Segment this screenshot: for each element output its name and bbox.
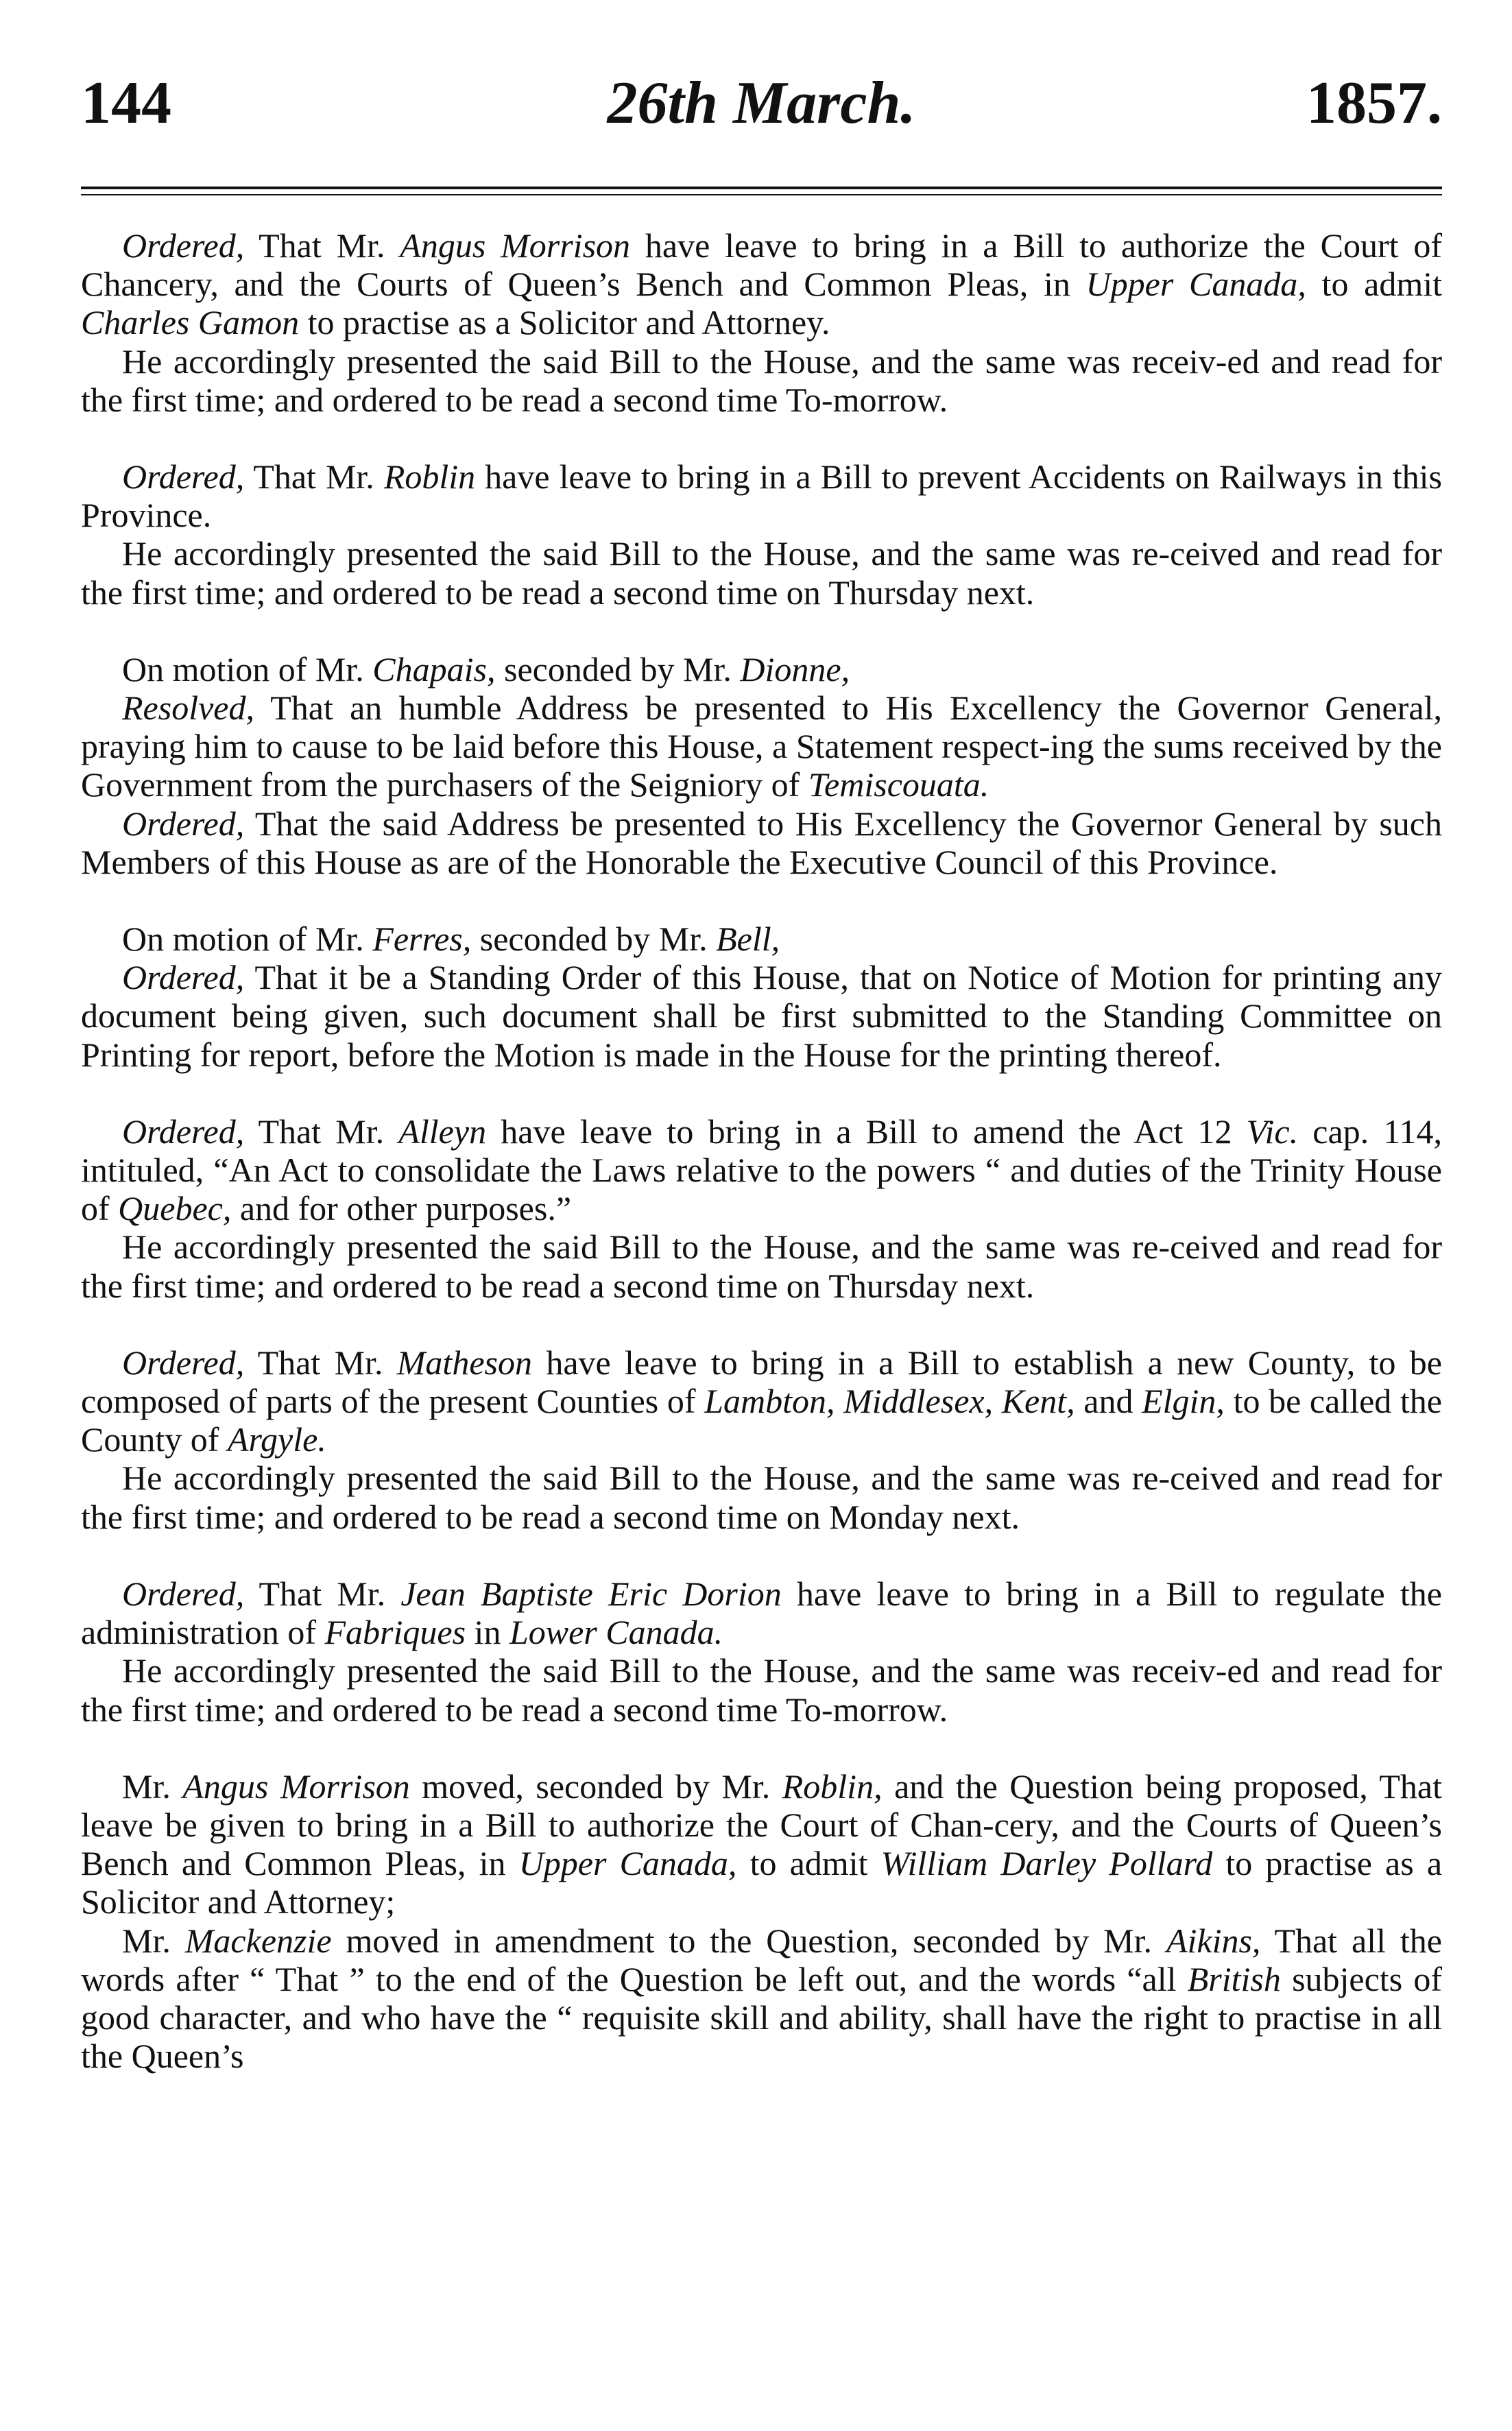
italic-text: Vic. [1246,1112,1299,1151]
journal-paragraph [81,920,1442,958]
text-run: have leave to bring in a Bill to authorize the Court of Chancery, and the Courts of Queen’s Bench and Common Pleas, in [81,226,1442,304]
journal-paragraph [81,1921,1442,2076]
italic-text: Dionne, [740,649,850,688]
text-run: That Mr. [244,457,384,496]
text-run: He accordingly presented the said Bill to the House, and the same was re-ceived and read for the first time; and ordered to be read a second time on Thursday next. [81,534,1442,612]
journal-paragraph [81,457,1442,534]
italic-text: Aikins, [1166,1921,1261,1960]
text-run: That Mr. [244,226,400,265]
text-run: have leave to bring in a Bill to regulate the administration of [81,1574,1442,1652]
text-run: and the Question being proposed, That leave be given to bring in a Bill to authorize the Court of Chan-cery, and the Courts of Queen’s Bench and Common Pleas, in [81,1767,1442,1883]
italic-text: Argyle. [227,1420,326,1459]
header-rule-thin [81,194,1442,195]
text-run: That Mr. [244,1343,397,1382]
italic-text: Jean Baptiste Eric Dorion [400,1574,782,1613]
header-rule-thick [81,187,1442,189]
italic-text: Elgin, [1142,1382,1225,1421]
journal-paragraph [81,650,1442,688]
italic-text: Charles Gamon [81,303,300,342]
text-run: That an humble Address be presented to His Excellency the Governor General, praying him to cause to be laid before this House, a Statement respect-ing the sums received by the Government from the purchasers of the Seigniory of [81,688,1442,804]
text-run: That it be a Standing Order of this House, that on Notice of Motion for printing any document being given, such document shall be first submitted to the Standing Committee on Printing for report, before the Motion is made in the House for the printing thereof. [81,958,1442,1074]
page-number: 144 [81,70,171,136]
text-run: He accordingly presented the said Bill to the House, and the same was re-ceived and read for the first time; and ordered to be read a second time on Thursday next. [81,1228,1442,1305]
journal-paragraph [81,1574,1442,1651]
text-run: That Mr. [244,1112,399,1151]
text-run: to be called the County of [81,1382,1442,1459]
text-run: That the said Address be presented to His Excellency the Governor General by such Members of this House as are of the Honorable the Executive Council of this Province. [81,804,1442,881]
italic-text: Lower Canada. [509,1613,723,1652]
journal-paragraph [81,534,1442,611]
text-run: and for other purposes.” [231,1189,572,1228]
journal-paragraph [81,342,1442,419]
page-year: 1857. [1306,70,1442,136]
text-run: have leave to bring in a Bill to establish a new County, to be composed of parts of the present Counties of [81,1343,1442,1421]
italic-text: Upper Canada, [518,1844,737,1883]
italic-text: Roblin, [782,1767,883,1806]
italic-text: Lambton, Middlesex, Kent, [704,1382,1075,1421]
italic-text: Mackenzie [184,1921,332,1960]
journal-paragraph [81,804,1442,881]
text-run: That Mr. [244,1574,401,1613]
italic-text: British [1187,1959,1281,1998]
italic-text: Upper Canada, [1085,265,1306,304]
italic-text: Quebec, [118,1189,232,1228]
text-run: moved in amendment to the Question, seconded by Mr. [331,1921,1166,1960]
text-run: seconded by Mr. [495,649,741,688]
text-run: He accordingly presented the said Bill to the House, and the same was receiv-ed and read for the first time; and ordered to be read a second time To-morrow. [81,342,1442,419]
italic-text: Angus Morrison [182,1767,410,1806]
text-run: That all the words after “ That ” to the end of the Question be left out, and the words “all [81,1921,1442,1998]
italic-text: Resolved, [122,688,254,728]
journal-paragraph [81,1228,1442,1304]
italic-text: Ordered, [122,457,245,496]
journal-paragraph [81,1112,1442,1228]
text-run: On motion of Mr. [122,920,373,959]
journal-paragraph [81,688,1442,804]
italic-text: Ordered, [122,958,245,997]
journal-paragraph [81,226,1442,342]
journal-paragraph [81,958,1442,1074]
text-run: to practise as a Solicitor and Attorney; [81,1844,1443,1921]
text-run: subjects of good character, and who have the “ requisite skill and ability, shall have the right to practise in all the Queen’s [81,1959,1442,2076]
journal-paragraph [81,1459,1442,1535]
italic-text: Chapais, [372,649,496,688]
text-run: have leave to bring in a Bill to amend the Act 12 [486,1112,1247,1151]
journal-paragraph [81,1343,1442,1459]
italic-text: William Darley Pollard [880,1844,1213,1883]
journal-body [81,226,1442,2075]
page-header [81,66,1442,141]
text-run: He accordingly presented the said Bill to the House, and the same was re-ceived and read for the first time; and ordered to be read a second time on Monday next. [81,1459,1442,1536]
text-run: and [1075,1382,1142,1421]
text-run: Mr. [122,1767,183,1806]
italic-text: Ordered, [122,226,245,265]
italic-text: Roblin [383,457,476,496]
italic-text: Ordered, [122,804,245,843]
text-run: to admit [736,1844,881,1883]
italic-text: Ordered, [122,1112,245,1151]
journal-paragraph [81,1651,1442,1728]
text-run: moved, seconded by Mr. [409,1767,782,1806]
italic-text: Ferres, [372,920,472,959]
italic-text: Ordered, [122,1574,245,1613]
italic-text: Fabriques [324,1613,466,1652]
italic-text: Matheson [396,1343,532,1382]
journal-paragraph [81,1767,1442,1921]
italic-text: Bell, [716,920,780,959]
text-run: cap. 114, intituled, “An Act to consolidate the Laws relative to the powers “ and duties of the Trinity House of [81,1112,1442,1228]
italic-text: Alleyn [398,1112,487,1151]
page-date-title: 26th March. [607,70,916,136]
text-run: seconded by Mr. [471,920,717,959]
italic-text: Ordered, [122,1343,245,1382]
text-run: to practise as a Solicitor and Attorney. [299,303,830,342]
text-run: He accordingly presented the said Bill to the House, and the same was receiv-ed and read for the first time; and ordered to be read a second time To-morrow. [81,1651,1442,1729]
text-run: On motion of Mr. [122,649,373,688]
text-run: have leave to bring in a Bill to prevent Accidents on Railways in this Province. [81,457,1442,535]
text-run: in [466,1613,509,1652]
italic-text: Angus Morrison [400,226,631,265]
italic-text: Temiscouata. [808,765,989,804]
text-run: Mr. [122,1921,185,1960]
text-run: to admit [1306,265,1442,304]
